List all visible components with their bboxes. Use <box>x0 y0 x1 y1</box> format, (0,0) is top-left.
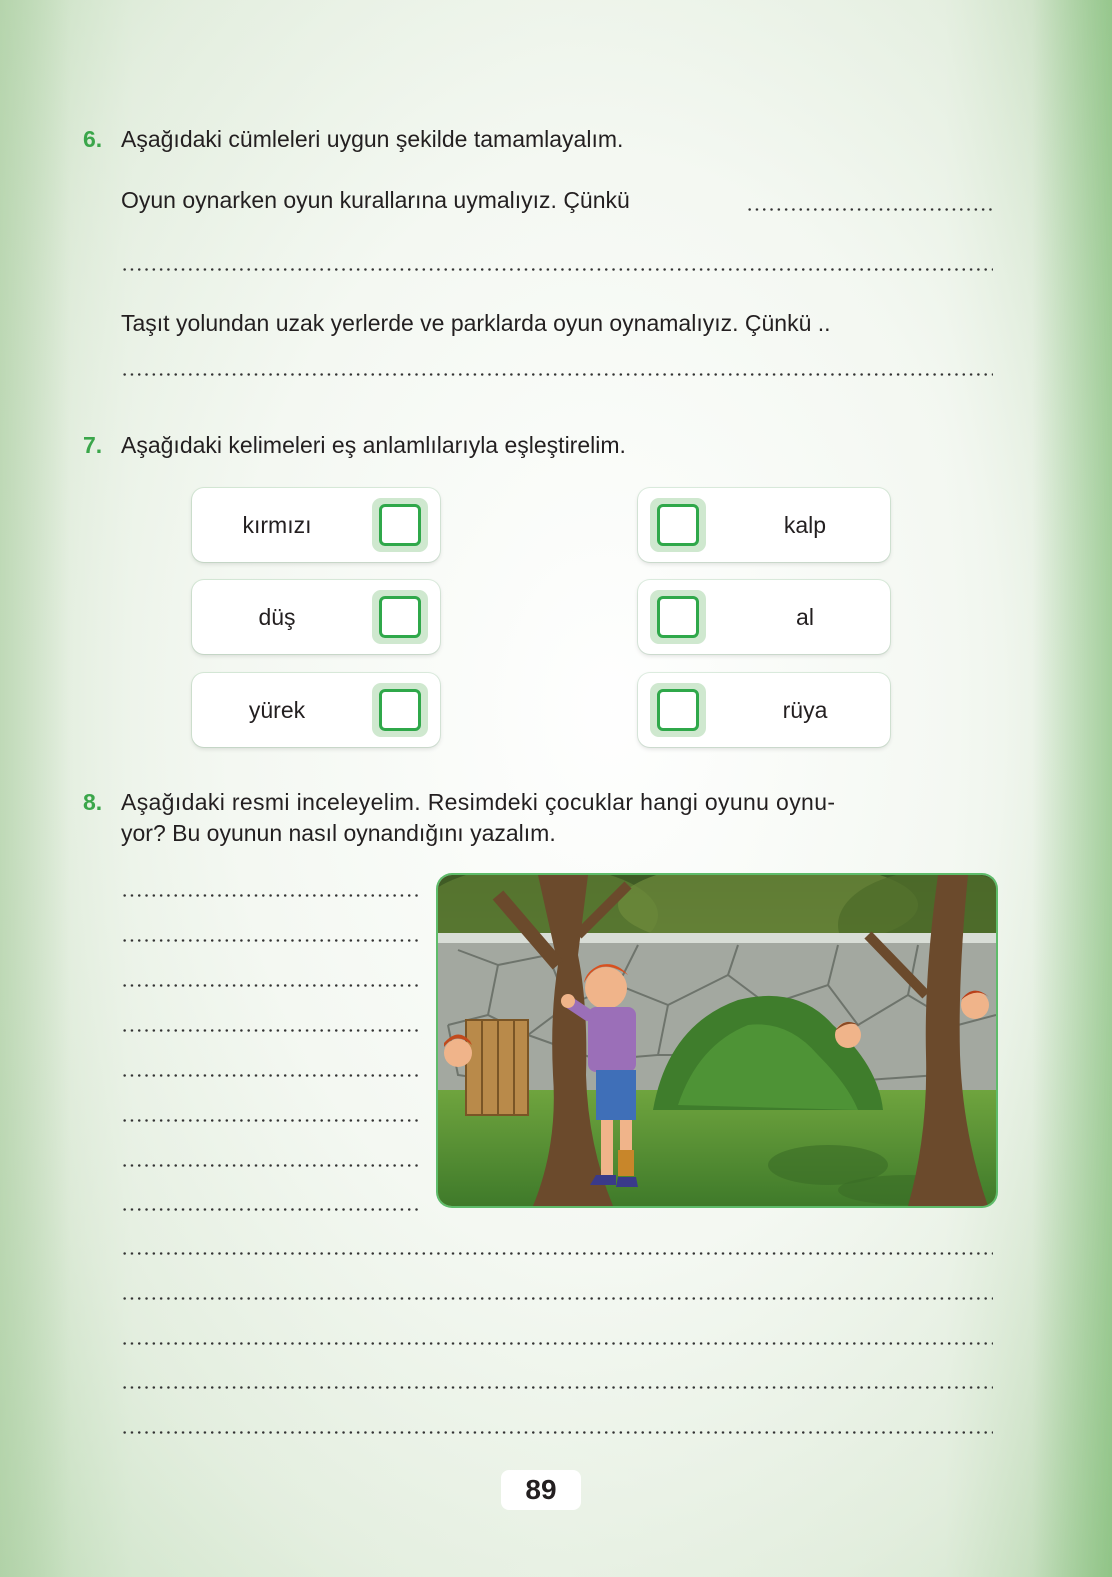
right-word: al <box>796 604 814 630</box>
q8-answer-line[interactable] <box>121 1431 993 1434</box>
match-checkbox[interactable] <box>650 590 706 644</box>
q6-number: 6. <box>83 126 103 152</box>
q8-answer-line[interactable] <box>121 894 419 897</box>
q8-answer-line[interactable] <box>121 939 419 942</box>
match-checkbox[interactable] <box>372 498 428 552</box>
q8-answer-line[interactable] <box>121 1342 993 1345</box>
left-word: yürek <box>248 697 306 723</box>
q7-prompt: Aşağıdaki kelimeleri eş anlamlılarıyla eşleştirelim. <box>121 432 626 458</box>
left-word-card <box>192 580 440 654</box>
q8-answer-line[interactable] <box>121 1252 993 1255</box>
hide-and-seek-illustration <box>438 875 996 1206</box>
q8-prompt-line-2: yor? Bu oyunun nasıl oynandığını yazalım. <box>121 820 556 846</box>
q6-answer-line-2[interactable] <box>121 373 993 376</box>
match-checkbox[interactable] <box>372 590 428 644</box>
right-word-card <box>638 673 890 747</box>
right-word: rüya <box>782 697 828 723</box>
match-checkbox[interactable] <box>650 498 706 552</box>
q8-answer-line[interactable] <box>121 1119 419 1122</box>
right-word: kalp <box>783 512 827 538</box>
left-texture <box>0 0 70 1577</box>
match-checkbox[interactable] <box>372 683 428 737</box>
q8-answer-line[interactable] <box>121 1164 419 1167</box>
q8-answer-line[interactable] <box>121 984 419 987</box>
q8-prompt-line-1: Aşağıdaki resmi inceleyelim. Resimdeki çocuklar hangi oyunu oynu- <box>121 789 836 815</box>
q6-answer-line-1b[interactable] <box>121 268 993 271</box>
q6-sentence-2: Taşıt yolundan uzak yerlerde ve parklarda oyun oynamalıyız. Çünkü .. <box>121 310 831 336</box>
right-word-card <box>638 488 890 562</box>
q8-answer-line[interactable] <box>121 1029 419 1032</box>
q6-sentence-1: Oyun oynarken oyun kurallarına uymalıyız. Çünkü <box>121 187 630 213</box>
q8-number: 8. <box>83 789 103 815</box>
q7-number: 7. <box>83 432 103 458</box>
right-word-card <box>638 580 890 654</box>
left-word: kırmızı <box>242 512 312 538</box>
left-word-card <box>192 673 440 747</box>
page-number: 89 <box>501 1470 581 1510</box>
right-texture <box>1032 0 1112 1577</box>
q8-answer-line[interactable] <box>121 1208 419 1211</box>
match-checkbox[interactable] <box>650 683 706 737</box>
q8-answer-line[interactable] <box>121 1386 993 1389</box>
q8-answer-line[interactable] <box>121 1297 993 1300</box>
left-word: düş <box>258 604 296 630</box>
q8-answer-line[interactable] <box>121 1074 419 1077</box>
q6-answer-line-1a[interactable] <box>746 208 994 211</box>
q6-prompt: Aşağıdaki cümleleri uygun şekilde tamamlayalım. <box>121 126 624 152</box>
left-word-card <box>192 488 440 562</box>
